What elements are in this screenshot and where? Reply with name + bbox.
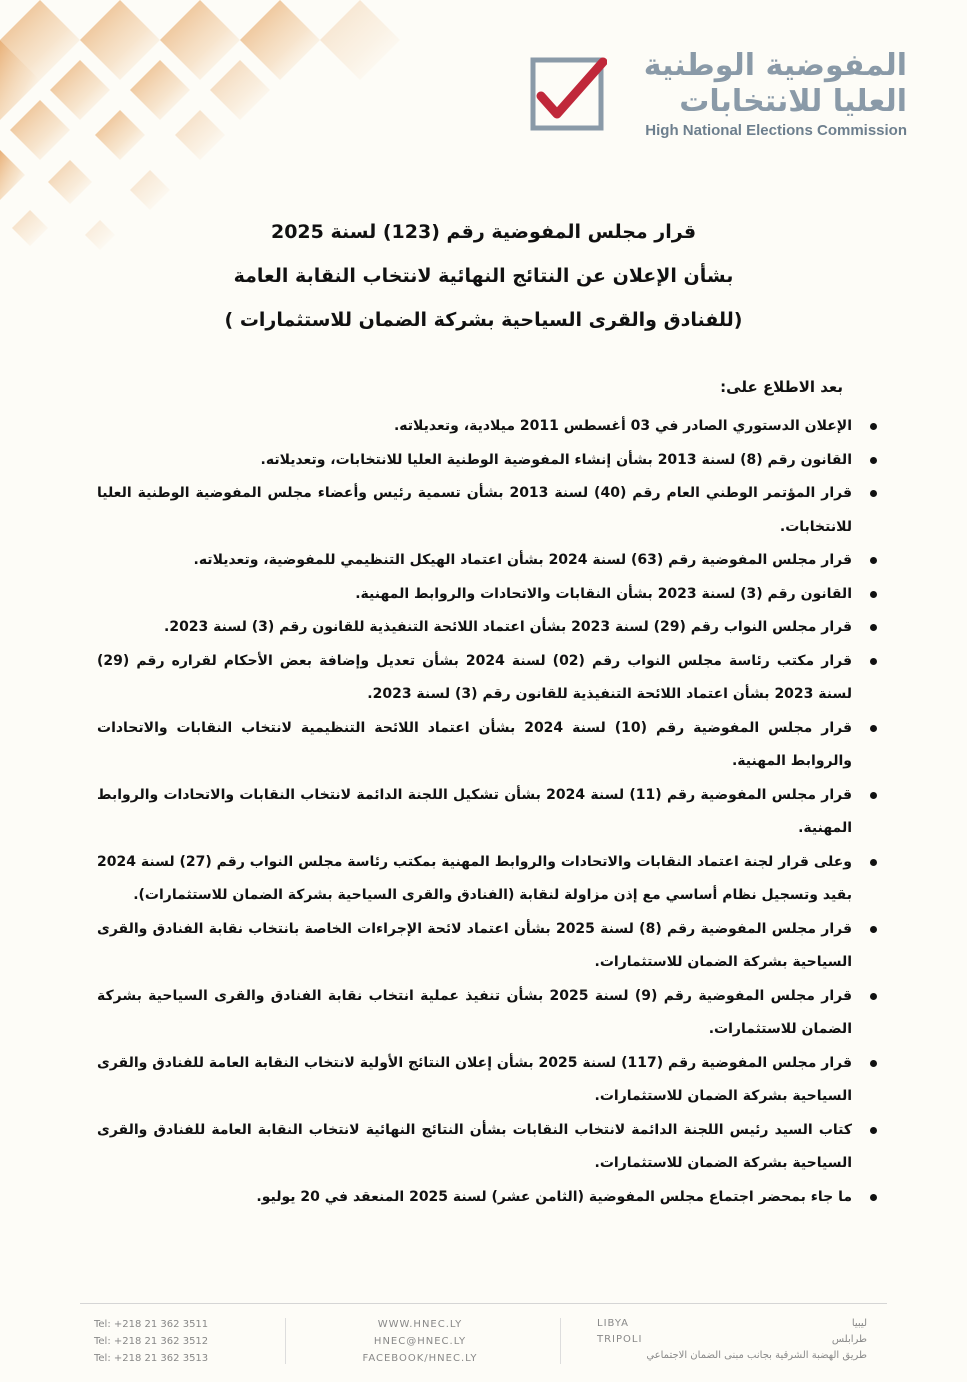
footer-location-en xyxy=(597,1316,642,1348)
city-en: TRIPOLI xyxy=(597,1334,643,1345)
title-line-3: (للفنادق والقرى السياحية بشركة الضمان للاستثمارات ) xyxy=(224,309,743,331)
bullet-icon xyxy=(870,624,877,631)
city-ar: طرابلس xyxy=(831,1334,867,1345)
preamble-list xyxy=(97,410,877,1214)
footer-location-ar xyxy=(646,1316,867,1364)
logo-arabic-line1: المفوضية الوطنية xyxy=(643,48,907,83)
bullet-icon xyxy=(870,457,877,464)
title-line-1: قرار مجلس المفوضية رقم (123) لسنة 2025 xyxy=(270,221,697,243)
footer-separator xyxy=(560,1318,561,1364)
list-item: ما جاء بمحضر اجتماع مجلس المفوضية (الثامن عشر) لسنة 2025 المنعقد في 20 يوليو. xyxy=(97,1181,877,1215)
footer-separator xyxy=(285,1318,286,1364)
facebook-link[interactable]: FACEBOOK/HNEC.LY xyxy=(362,1353,478,1364)
country-ar: ليبيا xyxy=(851,1318,867,1329)
list-item: قرار مجلس المفوضية رقم (8) لسنة 2025 بشأن اعتماد لائحة الإجراءات الخاصة بانتخاب نقابة الفنادق والقرى السياحية بشركة الضمان للاستثمارات. xyxy=(97,913,877,980)
list-item: قرار مجلس المفوضية رقم (9) لسنة 2025 بشأن تنفيذ عملية انتخاب نقابة الفنادق والقرى السياحية بشركة الضمان للاستثمارات. xyxy=(97,980,877,1047)
list-item: قرار مكتب رئاسة مجلس النواب رقم (02) لسنة 2024 بشأن تعديل وإضافة بعض الأحكام لقراره رقم (29) لسنة 2023 بشأن اعتماد اللائحة التنفيذية للقانون رقم (3) لسنة 2023. xyxy=(97,645,877,712)
list-item: قرار مجلس المفوضية رقم (11) لسنة 2024 بشأن تشكيل اللجنة الدائمة لانتخاب النقابات والاتحادات والروابط المهنية. xyxy=(97,779,877,846)
list-item: قرار مجلس النواب رقم (29) لسنة 2023 بشأن اعتماد اللائحة التنفيذية للقانون رقم (3) لسنة 2023. xyxy=(97,611,877,645)
bullet-icon xyxy=(870,1127,877,1134)
list-item: قرار المؤتمر الوطني العام رقم (40) لسنة 2013 بشأن تسمية رئيس وأعضاء مجلس المفوضية الوطنية العليا للانتخابات. xyxy=(97,477,877,544)
phone-2: Tel: +218 21 362 3512 xyxy=(94,1336,209,1347)
list-item: القانون رقم (3) لسنة 2023 بشأن النقابات والاتحادات والروابط المهنية. xyxy=(97,578,877,612)
bullet-icon xyxy=(870,658,877,665)
checkmark-logo-icon xyxy=(527,52,607,132)
country-en: LIBYA xyxy=(597,1318,630,1329)
footer-divider xyxy=(80,1303,887,1304)
bullet-icon xyxy=(870,725,877,732)
title-line-2: بشأن الإعلان عن النتائج النهائية لانتخاب النقابة العامة xyxy=(233,265,734,287)
list-item: الإعلان الدستوري الصادر في 03 أغسطس 2011 ميلادية، وتعديلاته. xyxy=(97,410,877,444)
bullet-icon xyxy=(870,557,877,564)
list-item: قرار مجلس المفوضية رقم (10) لسنة 2024 بشأن اعتماد اللائحة التنظيمية لانتخاب النقابات والاتحادات والروابط المهنية. xyxy=(97,712,877,779)
decision-title xyxy=(0,210,967,342)
list-item: قرار مجلس المفوضية رقم (117) لسنة 2025 بشأن إعلان النتائج الأولية لانتخاب النقابة العامة للفنادق والقرى السياحية بشركة الضمان للاستثمارات. xyxy=(97,1047,877,1114)
bullet-icon xyxy=(870,792,877,799)
phone-3: Tel: +218 21 362 3513 xyxy=(94,1353,209,1364)
list-item: القانون رقم (8) لسنة 2013 بشأن إنشاء المفوضية الوطنية العليا للانتخابات، وتعديلاته. xyxy=(97,444,877,478)
bullet-icon xyxy=(870,490,877,497)
phone-1: Tel: +218 21 362 3511 xyxy=(94,1319,209,1330)
bullet-icon xyxy=(870,1060,877,1067)
list-item: كتاب السيد رئيس اللجنة الدائمة لانتخاب النقابات بشأن النتائج النهائية لانتخاب النقابة العامة للفنادق والقرى السياحية بشركة الضمان للاستثمارات. xyxy=(97,1114,877,1181)
logo-english-name: High National Elections Commission xyxy=(645,122,907,139)
bullet-icon xyxy=(870,993,877,1000)
list-item: قرار مجلس المفوضية رقم (63) لسنة 2024 بشأن اعتماد الهيكل التنظيمي للمفوضية، وتعديلاته. xyxy=(97,544,877,578)
logo-arabic-line2: العليا للانتخابات xyxy=(679,84,907,119)
bullet-icon xyxy=(870,591,877,598)
preamble-intro: بعد الاطلاع على: xyxy=(720,378,843,396)
hnec-logo xyxy=(527,48,907,143)
list-item: وعلى قرار لجنة اعتماد النقابات والاتحادات والروابط المهنية بمكتب رئاسة مجلس النواب رقم (27) لسنة 2024 بقيد وتسجيل نظام أساسي مع إذن مزاولة لنقابة (الفنادق والقرى السياحية بشركة الضمان للاستثمارات). xyxy=(97,846,877,913)
website-link[interactable]: WWW.HNEC.LY xyxy=(377,1319,463,1330)
bullet-icon xyxy=(870,926,877,933)
footer xyxy=(0,1316,967,1366)
email-link[interactable]: HNEC@HNEC.LY xyxy=(373,1336,467,1347)
bullet-icon xyxy=(870,859,877,866)
address-ar: طريق الهضبة الشرقية بجانب مبنى الضمان الاجتماعي xyxy=(646,1350,867,1361)
bullet-icon xyxy=(870,1194,877,1201)
bullet-icon xyxy=(870,423,877,430)
footer-web xyxy=(340,1316,500,1367)
footer-phones xyxy=(94,1316,208,1367)
